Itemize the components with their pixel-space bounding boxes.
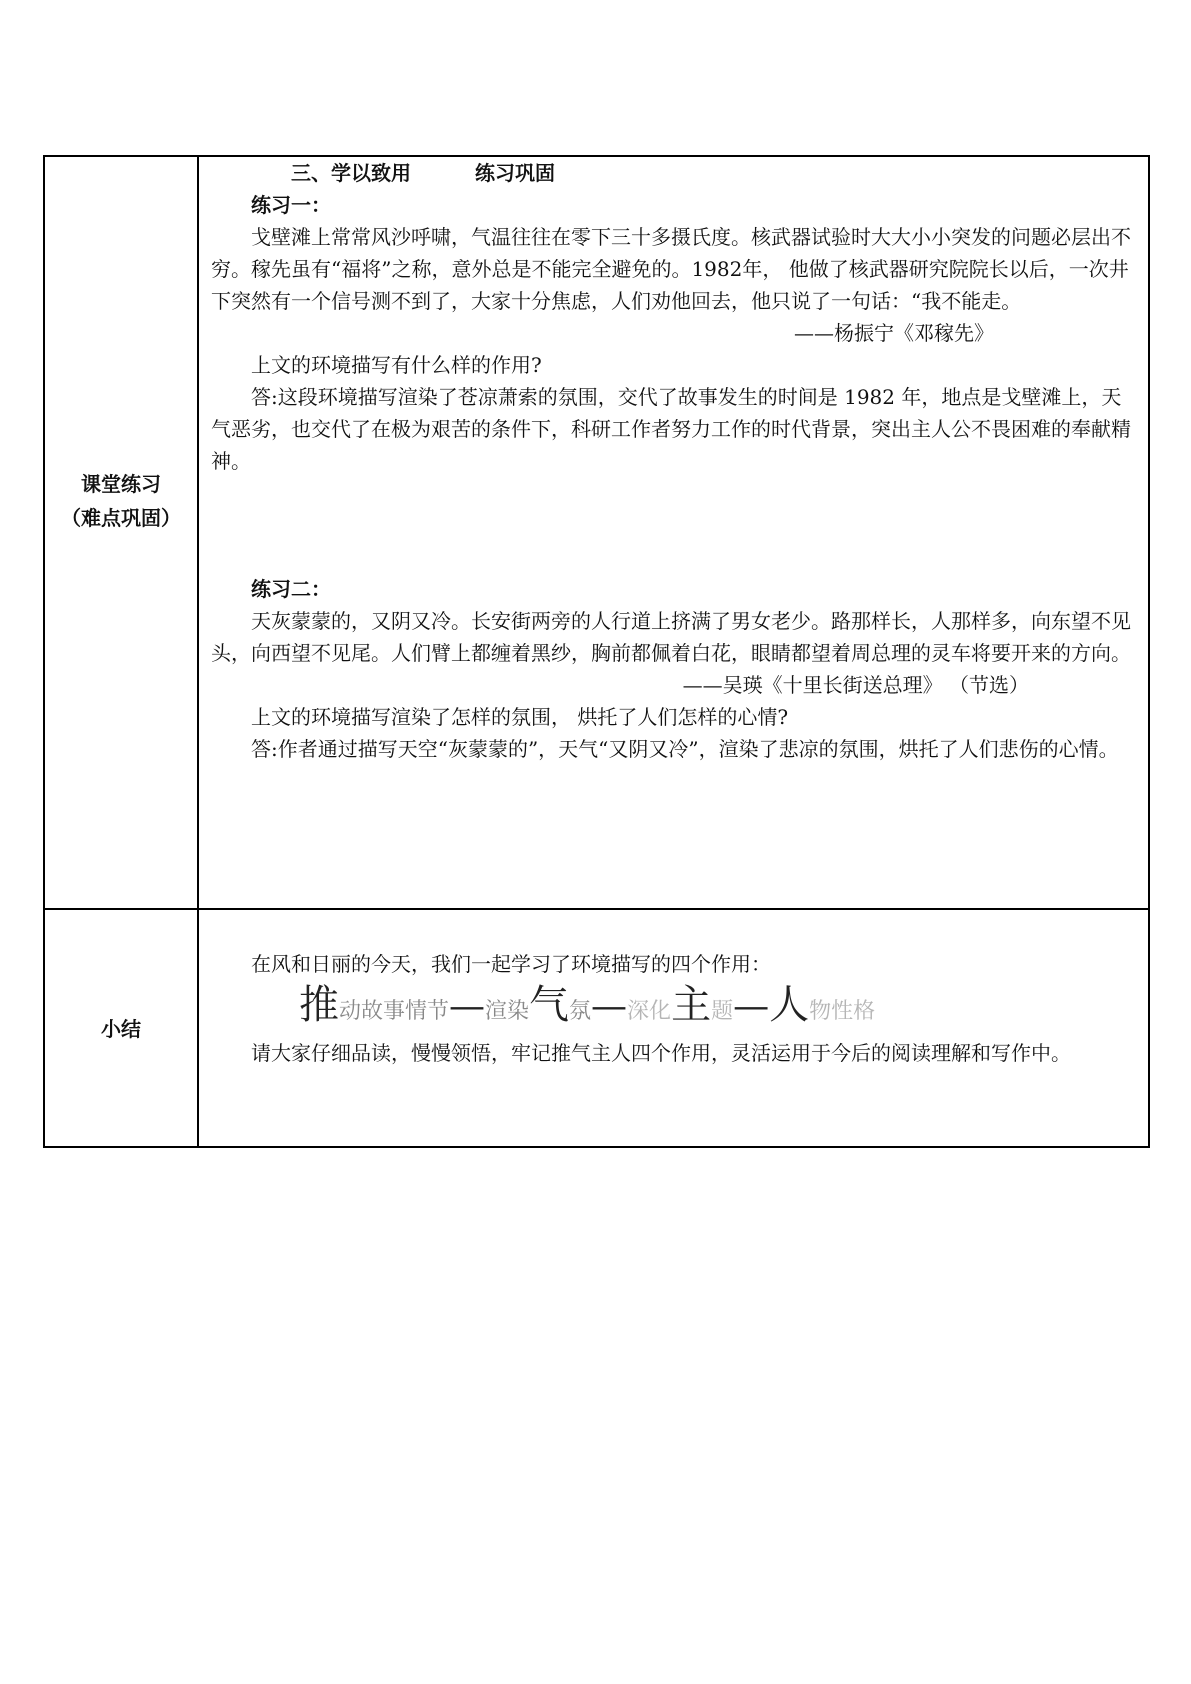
mnemonic-text-3a: 深化: [627, 999, 672, 1024]
mnemonic-char-tui: 推: [299, 982, 339, 1028]
column-divider: [197, 910, 199, 1148]
mnemonic-dash-1: —: [449, 986, 486, 1027]
row-label-summary: 小结: [101, 1017, 141, 1041]
summary-content: [211, 948, 1134, 1069]
mnemonic-dash-3: —: [733, 986, 770, 1027]
row-label-exercise: [45, 467, 197, 535]
exercise2-title: 练习二：: [251, 577, 331, 601]
mnemonic-text-4: 物性格: [809, 999, 876, 1024]
exercise1-source: ——杨振宁《邓稼先》: [794, 321, 994, 345]
label-line-1: 课堂练习: [81, 472, 161, 496]
summary-intro: 在风和日丽的今天，我们一起学习了环境描写的四个作用：: [251, 952, 771, 976]
exercise-row: [45, 157, 1148, 908]
exercise1-title: 练习一：: [251, 193, 331, 217]
exercise-content: [211, 157, 1134, 765]
mnemonic-char-qi: 气: [529, 982, 570, 1028]
section-heading: [211, 157, 1134, 189]
mnemonic-text-2b: 氛: [569, 999, 592, 1024]
exercise2-passage: 天灰蒙蒙的，又阴又冷。长安街两旁的人行道上挤满了男女老少。路那样长，人那样多，向东望不见头，向西望不见尾。人们臂上都缠着黑纱，胸前都佩着白花，眼睛都望着周总理的灵车将要开来的方向。: [211, 609, 1131, 665]
mnemonic-char-zhu: 主: [671, 982, 712, 1028]
mnemonic-line: [211, 980, 1134, 1037]
summary-row: [45, 908, 1148, 1148]
exercise2-question: 上文的环境描写渲染了怎样的氛围， 烘托了人们怎样的心情?: [251, 705, 789, 729]
mnemonic-char-ren: 人: [769, 982, 810, 1028]
section-heading-tail: 练习巩固: [475, 161, 555, 185]
exercise1-answer: 答:这段环境描写渲染了苍凉萧索的氛围，交代了故事发生的时间是 1982 年，地点是戈壁滩上，天气恶劣，也交代了在极为艰苦的条件下，科研工作者努力工作的时代背景，突出主人公不畏困难的奉献精神。: [211, 385, 1131, 473]
column-divider: [197, 157, 199, 908]
label-line-2: （难点巩固）: [61, 506, 181, 530]
mnemonic-text-2a: 渲染: [485, 999, 530, 1024]
mnemonic-dash-2: —: [591, 986, 628, 1027]
summary-closing: 请大家仔细品读，慢慢领悟，牢记推气主人四个作用，灵活运用于今后的阅读理解和写作中。: [251, 1041, 1071, 1065]
mnemonic-text-3b: 题: [711, 999, 734, 1024]
exercise1-question: 上文的环境描写有什么样的作用?: [251, 353, 542, 377]
exercise2-answer: 答:作者通过描写天空“灰蒙蒙的”，天气“又阴又冷”，渲染了悲凉的氛围，烘托了人们悲伤的心情。: [251, 737, 1119, 761]
exercise1-passage: 戈壁滩上常常风沙呼啸，气温往往在零下三十多摄氏度。核武器试验时大大小小突发的问题必层出不穷。稼先虽有“福将”之称，意外总是不能完全避免的。1982年， 他做了核武器研究院院长以后，一次井下突然有一个信号测不到了，大家十分焦虑，人们劝他回去，他只说了一句话：“我不能走。: [211, 225, 1131, 313]
section-heading-main: 三、学以致用: [291, 161, 411, 185]
lesson-table: [43, 155, 1150, 1148]
exercise2-source: ——吴瑛《十里长街送总理》 （节选）: [682, 673, 1029, 697]
mnemonic-text-1: 动故事情节: [339, 999, 450, 1024]
